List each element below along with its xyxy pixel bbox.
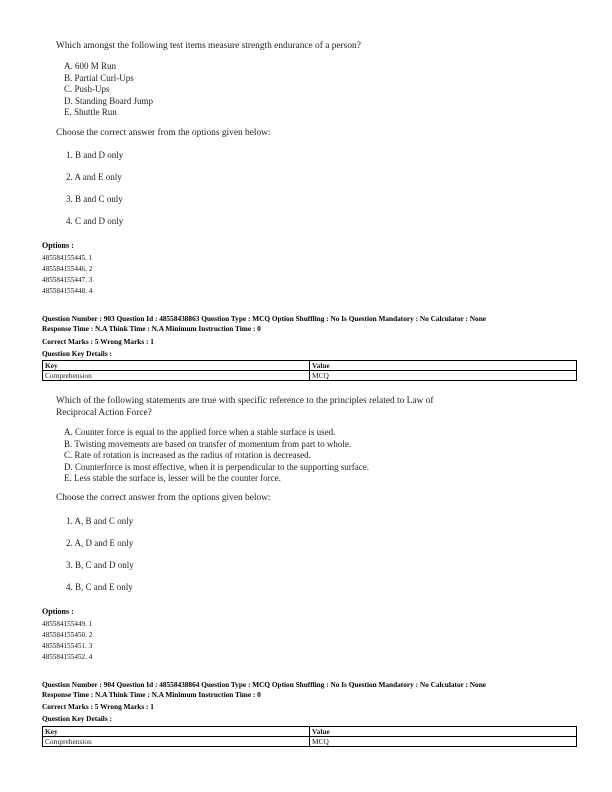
q1-answer-4: 4. C and D only <box>66 216 124 226</box>
key-cell: Comprehension <box>43 371 310 381</box>
q2-stem-line2: Reciprocal Action Force? <box>56 408 152 418</box>
value-cell: MCQ <box>310 371 577 381</box>
key-header: Key <box>43 727 310 737</box>
table-row <box>43 371 577 381</box>
q1-answer-2: 2. A and E only <box>66 172 122 182</box>
q2-option-id: 485584155450. 2 <box>42 631 93 639</box>
q2-options-title: Options : <box>42 607 74 616</box>
q1-item-c: C. Push-Ups <box>64 84 110 94</box>
q903-meta <box>42 314 582 334</box>
table-header-row <box>43 727 577 737</box>
q2-items <box>64 427 369 485</box>
q1-option-id: 485584155447. 3 <box>42 276 93 284</box>
q1-options-title: Options : <box>42 241 74 250</box>
q2-answer-3: 3. B, C and D only <box>66 560 134 570</box>
q1-option-id: 485584155448. 4 <box>42 287 93 295</box>
key-cell: Comprehension <box>43 737 310 747</box>
q1-item-e: E. Shuttle Run <box>64 107 117 117</box>
table-row <box>43 737 577 747</box>
q1-answer-3: 3. B and C only <box>66 194 123 204</box>
q1-items <box>64 61 153 119</box>
q2-stem-line1: Which of the following statements are true with specific reference to the principles related to Law of <box>56 396 434 406</box>
q2-answer-1: 1. A, B and C only <box>66 516 134 526</box>
q904-key-details-title: Question Key Details : <box>42 714 112 723</box>
q903-key-details-table <box>42 360 577 381</box>
q904-meta <box>42 680 582 700</box>
q2-item-b: B. Twisting movements are based on transfer of momentum from part to whole. <box>64 438 352 449</box>
q1-option-id: 485584155445. 1 <box>42 254 93 262</box>
q2-item-d: D. Counterforce is most effective, when it is perpendicular to the supporting surface. <box>64 461 369 472</box>
q2-stem <box>56 395 433 419</box>
q2-option-id: 485584155449. 1 <box>42 620 93 628</box>
key-header: Key <box>43 361 310 371</box>
q2-option-id: 485584155451. 3 <box>42 642 93 650</box>
q1-item-d: D. Standing Board Jump <box>64 95 153 106</box>
q904-key-details-table <box>42 726 577 747</box>
q2-item-e: E. Less stable the surface is, lesser will be the counter force. <box>64 473 281 483</box>
q2-choose-instruction: Choose the correct answer from the options given below: <box>56 493 271 503</box>
value-header: Value <box>310 361 577 371</box>
q2-options-list <box>42 619 92 663</box>
q903-meta-line1: Question Number : 903 Question Id : 48558438863 Question Type : MCQ Option Shuffling : No Is Question Mandatory : No Calculator : None <box>42 314 486 323</box>
q2-answer-2: 2. A, D and E only <box>66 538 134 548</box>
q904-marks: Correct Marks : 5 Wrong Marks : 1 <box>42 702 154 711</box>
q1-answer-1: 1. B and D only <box>66 150 124 160</box>
q904-meta-line1: Question Number : 904 Question Id : 48558438864 Question Type : MCQ Option Shuffling : No Is Question Mandatory : No Calculator : None <box>42 680 486 689</box>
q1-choose-instruction: Choose the correct answer from the options given below: <box>56 128 271 138</box>
q1-stem: Which amongst the following test items measure strength endurance of a person? <box>56 41 361 51</box>
q2-item-a: A. Counter force is equal to the applied force when a stable surface is used. <box>64 427 336 437</box>
table-header-row <box>43 361 577 371</box>
q2-item-c: C. Rate of rotation is increased as the radius of rotation is decreased. <box>64 450 311 460</box>
q1-item-b: B. Partial Curl-Ups <box>64 72 134 83</box>
q1-options-list <box>42 253 92 297</box>
q2-option-id: 485584155452. 4 <box>42 653 93 661</box>
q1-item-a: A. 600 M Run <box>64 61 117 71</box>
q903-marks: Correct Marks : 5 Wrong Marks : 1 <box>42 337 154 346</box>
value-header: Value <box>310 727 577 737</box>
q903-key-details-title: Question Key Details : <box>42 349 112 358</box>
q2-answer-4: 4. B, C and E only <box>66 582 133 592</box>
value-cell: MCQ <box>310 737 577 747</box>
q904-meta-line2: Response Time : N.A Think Time : N.A Minimum Instruction Time : 0 <box>42 690 261 699</box>
q903-meta-line2: Response Time : N.A Think Time : N.A Minimum Instruction Time : 0 <box>42 324 261 333</box>
q1-option-id: 485584155446. 2 <box>42 265 93 273</box>
